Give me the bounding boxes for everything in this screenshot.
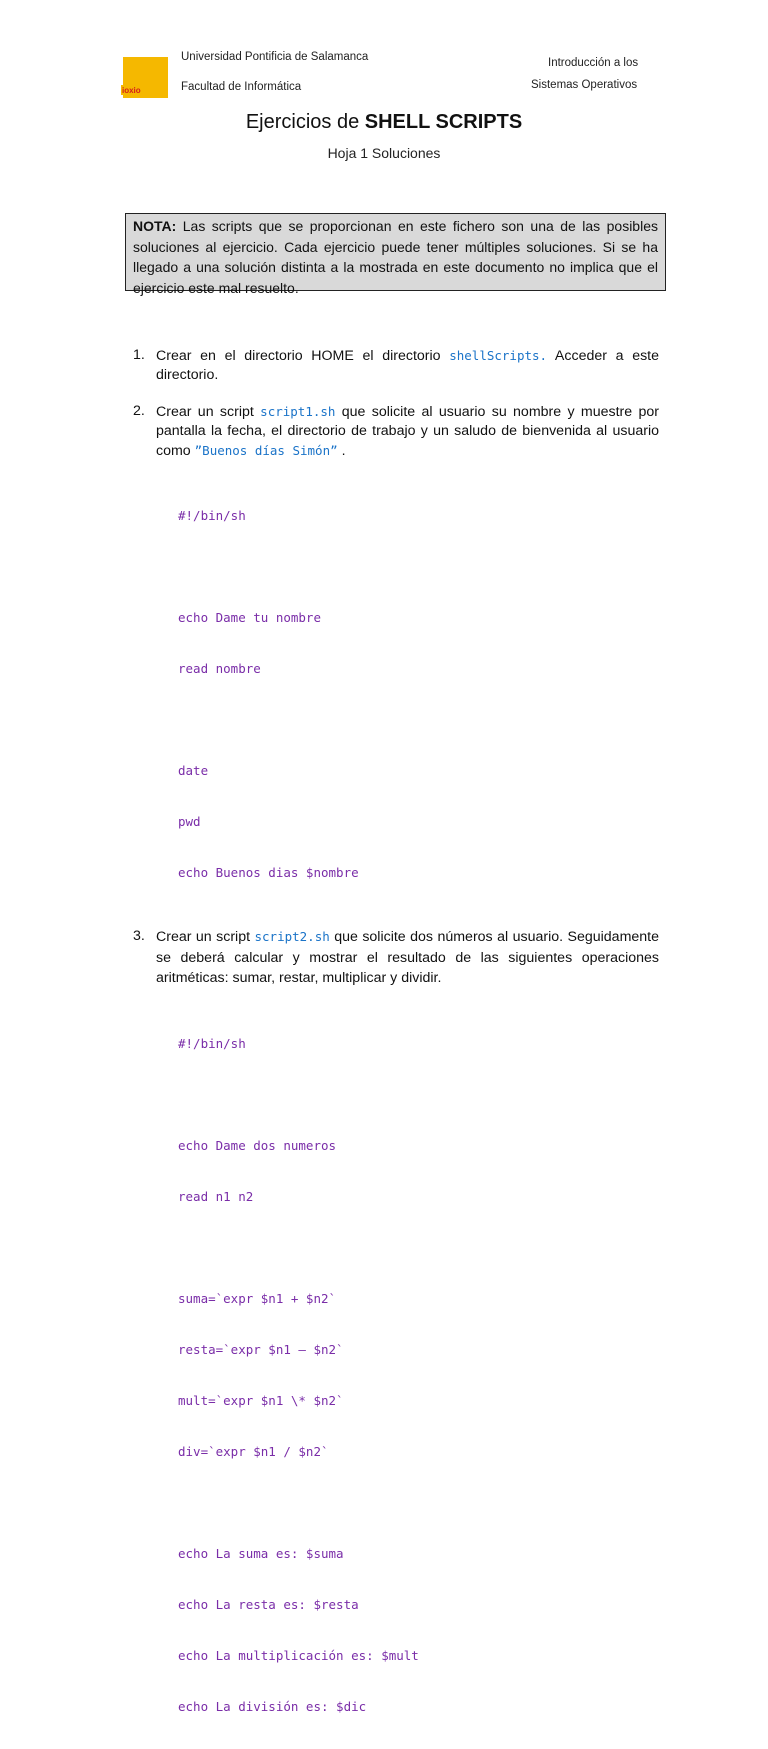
code-line: echo La multiplicación es: $mult — [178, 1647, 419, 1663]
note-box — [125, 213, 666, 296]
code-line: #!/bin/sh — [178, 1035, 246, 1051]
code-blank-line — [178, 711, 659, 728]
course-name-line1: Introducción a los — [548, 57, 639, 69]
code-line: read nombre — [178, 661, 261, 676]
exercise-text-part: que solicite dos números al usuario. Seguidamente se deberá calcular y mostrar el resultado de las siguientes operaciones aritméticas: sumar, restar, multiplicar y dividir. — [156, 929, 660, 986]
code-line: read n1 n2 — [178, 1188, 254, 1204]
exercise-text-part: . — [337, 443, 346, 459]
code-line: echo La división es: $dic — [178, 1698, 367, 1714]
code-block — [178, 1001, 659, 1749]
exercise-item-1 — [133, 346, 659, 385]
note-text: Las scripts que se proporcionan en este fichero son una de las posibles soluciones al ejercicio. Cada ejercicio puede tener múltiples soluciones. Si se ha llegado a una solución distinta a la mostrada en este documento no implica que el ejercicio este mal resuelto. — [133, 218, 658, 296]
code-line: echo Dame tu nombre — [178, 610, 321, 625]
exercise-text — [156, 402, 659, 461]
code-line: mult=`expr $n1 \* $n2` — [178, 1392, 344, 1408]
exercise-number: 3. — [133, 928, 145, 944]
code-line: suma=`expr $n1 + $n2` — [178, 1290, 337, 1306]
title-prefix: Ejercicios de — [245, 111, 365, 133]
title-bold: SHELL SCRIPTS — [364, 111, 523, 133]
code-line: echo Buenos dias $nombre — [178, 865, 359, 880]
exercise-text-part: Crear en el directorio HOME el directorio — [156, 348, 450, 364]
code-blank-line — [178, 558, 659, 575]
exercise-text-part: Crear un script — [156, 404, 261, 420]
exercise-text-part: Crear un script — [156, 929, 255, 945]
code-blank-line — [178, 1239, 659, 1256]
university-name: Universidad Pontificia de Salamanca — [181, 51, 369, 63]
faculty-name: Facultad de Informática — [181, 81, 302, 93]
exercise-number: 2. — [133, 403, 145, 419]
inline-code: script2.sh — [254, 929, 330, 944]
document-subtitle: Hoja 1 Soluciones — [327, 145, 441, 161]
exercise-text — [156, 927, 659, 989]
code-block — [178, 473, 659, 915]
code-line: resta=`expr $n1 – $n2` — [178, 1341, 344, 1357]
exercise-item-3 — [133, 927, 659, 1749]
code-line: pwd — [178, 814, 201, 829]
note-label: NOTA: — [133, 218, 177, 234]
inline-code: shellScripts. — [449, 348, 548, 363]
svg-text:ioxio: ioxio — [122, 86, 141, 95]
exercise-list — [133, 346, 659, 1749]
exercise-text-part: Acceder a este directorio. — [156, 348, 660, 383]
exercise-number: 1. — [133, 347, 145, 363]
code-line: div=`expr $n1 / $n2` — [178, 1443, 329, 1459]
code-line: echo Dame dos numeros — [178, 1137, 337, 1153]
code-line: date — [178, 763, 209, 778]
code-line: #!/bin/sh — [178, 508, 246, 523]
exercise-text — [156, 346, 659, 385]
code-blank-line — [178, 1494, 659, 1511]
code-blank-line — [178, 1086, 659, 1103]
course-name-line2: Sistemas Operativos — [531, 79, 638, 91]
exercise-item-2 — [133, 402, 659, 915]
inline-code: ”Buenos días Simón” — [194, 443, 338, 458]
code-line: echo La suma es: $suma — [178, 1545, 344, 1561]
university-logo — [121, 57, 168, 98]
inline-code: script1.sh — [260, 404, 336, 419]
code-line: echo La resta es: $resta — [178, 1596, 359, 1612]
document-title — [0, 111, 768, 134]
exercise-text-part: que solicite al usuario su nombre y muestre por pantalla la fecha, el directorio de trabajo y un saludo de bienvenida al usuario como — [156, 404, 660, 459]
